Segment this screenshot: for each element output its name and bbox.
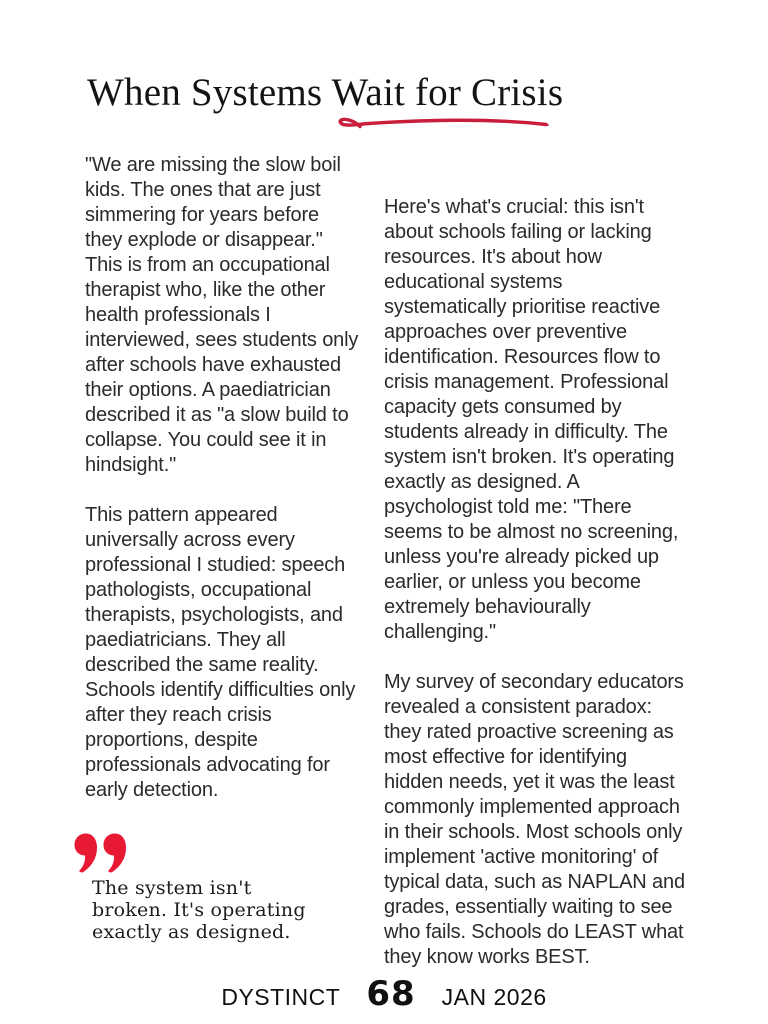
issue-date: JAN 2026 (441, 984, 547, 1010)
magazine-name: DYSTINCT (221, 984, 341, 1010)
page-title: When Systems Wait for Crisis (87, 71, 564, 114)
paragraph: "We are missing the slow boil kids. The ones that are just simmering for years before they explode or disappear." This is from an occupational therapist who, like the other health professionals I interviewed, sees students only after schools have exhausted their options. A paediatrician described it as "a slow build to collapse. You could see it in hindsight." (85, 154, 359, 476)
pull-quote (74, 833, 354, 943)
page-number: 68 (366, 974, 416, 1014)
paragraph: Here's what's crucial: this isn't about schools failing or lacking resources. It's about how educational systems systematically prioritise reactive approaches over preventive identification. Resources flow to crisis management. Professional capacity gets consumed by students already in difficulty. The system isn't broken. It's operating exactly as designed. A psychologist told me: "There seems to be almost no screening, unless you're already picked up earlier, or unless you become extremely behaviourally challenging." (384, 196, 679, 643)
pull-quote-text: The system isn't broken. It's operating exactly as designed. (92, 877, 306, 943)
column-left (85, 153, 359, 828)
page-footer (0, 974, 768, 1014)
paragraph: My survey of secondary educators revealed a consistent paradox: they rated proactive screening as most effective for identifying hidden needs, yet it was the least commonly implemented approach in their schools. Most schools only implement 'active monitoring' of typical data, such as NAPLAN and grades, essentially waiting to see who fails. Schools do LEAST what they know works BEST. (384, 671, 685, 968)
title-underline-swoosh-icon (334, 110, 552, 139)
column-right (384, 195, 686, 995)
open-quote-icon (74, 833, 354, 873)
paragraph: This pattern appeared universally across every professional I studied: speech pathologists, occupational therapists, psychologists, and paediatricians. They all described the same reality. Schools identify difficulties only after they reach crisis proportions, despite professionals advocating for early detection. (85, 504, 356, 801)
